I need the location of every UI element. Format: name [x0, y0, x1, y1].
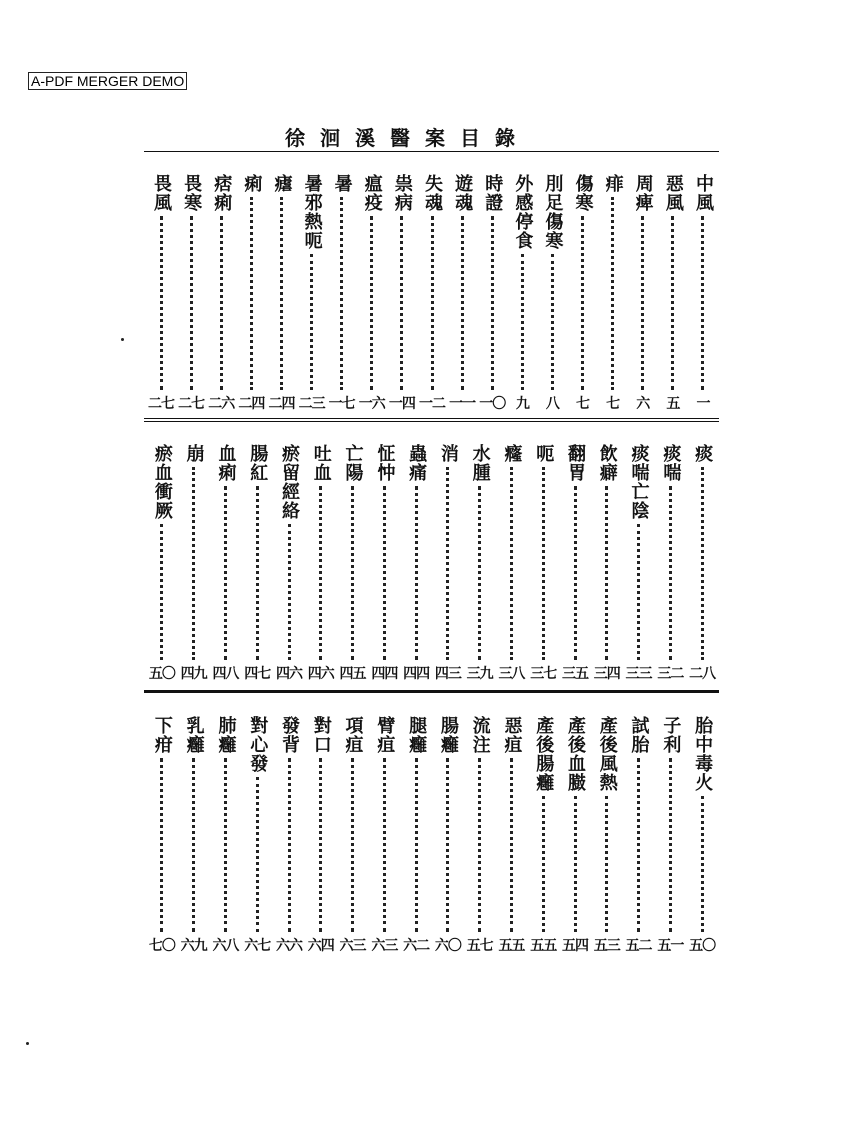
toc-entry-page: 七 — [576, 396, 590, 412]
toc-entry-page: 三二 — [657, 666, 684, 682]
toc-entry-title: 痢 — [241, 174, 263, 193]
dot-leader — [605, 486, 608, 660]
toc-entry-page: 五五 — [498, 938, 525, 954]
toc-entry — [417, 174, 447, 414]
toc-entry-title: 畏寒 — [181, 174, 203, 212]
toc-entry — [560, 444, 590, 684]
toc-entry — [369, 444, 399, 684]
toc-entry — [327, 174, 357, 414]
toc-entry-page: 一 — [696, 396, 710, 412]
toc-section-3 — [146, 716, 718, 956]
dot-leader — [160, 216, 163, 390]
toc-entry-page: 三九 — [466, 666, 493, 682]
toc-entry-page: 八 — [545, 396, 559, 412]
section-divider — [144, 418, 719, 419]
toc-entry-title: 刖足傷寒 — [542, 174, 564, 250]
dot-leader — [310, 254, 313, 390]
toc-entry-page: 四八 — [212, 666, 239, 682]
toc-entry — [401, 716, 431, 956]
toc-entry — [338, 716, 368, 956]
toc-entry — [146, 174, 176, 414]
dot-leader — [574, 796, 577, 932]
toc-entry — [179, 444, 209, 684]
dot-leader — [478, 758, 481, 932]
toc-entry-title: 崩 — [183, 444, 205, 463]
dot-leader — [605, 796, 608, 932]
toc-entry — [274, 444, 304, 684]
dot-leader — [478, 486, 481, 660]
section-divider — [144, 421, 719, 422]
toc-entry-title: 呃 — [533, 444, 555, 463]
toc-entry-title: 腿癰 — [406, 716, 428, 754]
toc-entry-page: 三五 — [562, 666, 588, 682]
toc-entry-page: 一一 — [449, 396, 476, 412]
toc-entry — [306, 444, 336, 684]
toc-entry-page: 五〇 — [689, 938, 716, 954]
toc-entry-title: 痰 — [692, 444, 714, 463]
dot-leader — [340, 197, 343, 390]
toc-entry-page: 一七 — [328, 396, 355, 412]
toc-entry — [628, 174, 658, 414]
toc-entry — [179, 716, 209, 956]
toc-entry-page: 一四 — [388, 396, 415, 412]
toc-entry-title: 中風 — [692, 174, 714, 212]
toc-entry-page: 四四 — [403, 666, 430, 682]
toc-entry-page: 二七 — [178, 396, 205, 412]
toc-entry-page: 五〇 — [148, 666, 175, 682]
scan-speck — [26, 1042, 29, 1045]
dot-leader — [669, 486, 672, 660]
toc-entry-page: 六 — [636, 396, 650, 412]
dot-leader — [370, 216, 373, 390]
toc-entry — [369, 716, 399, 956]
toc-entry-page: 七 — [606, 396, 620, 412]
toc-entry — [507, 174, 537, 414]
dot-leader — [431, 216, 434, 390]
toc-entry-page: 一二 — [419, 396, 445, 412]
toc-entry — [306, 716, 336, 956]
toc-entry-page: 四五 — [339, 666, 366, 682]
toc-entry-page: 六三 — [371, 938, 398, 954]
toc-entry-page: 四六 — [276, 666, 302, 682]
toc-entry-title: 痞痢 — [211, 174, 233, 212]
toc-entry-page: 六三 — [339, 938, 366, 954]
toc-entry-page: 六八 — [212, 938, 239, 954]
dot-leader — [256, 777, 259, 932]
toc-entry-page: 四六 — [307, 666, 334, 682]
toc-entry — [338, 444, 368, 684]
toc-entry — [568, 174, 598, 414]
dot-leader — [383, 758, 386, 932]
toc-entry-page: 九 — [515, 396, 529, 412]
watermark-banner: A-PDF MERGER DEMO — [28, 72, 187, 90]
toc-entry — [496, 444, 526, 684]
toc-entry-title: 痰喘 — [660, 444, 682, 482]
toc-entry-title: 瘟疫 — [361, 174, 383, 212]
toc-entry-title: 瘧 — [271, 174, 293, 193]
toc-entry-title: 怔忡 — [374, 444, 396, 482]
toc-entry-page: 六七 — [244, 938, 271, 954]
toc-entry-title: 痱 — [602, 174, 624, 193]
toc-entry-page: 三七 — [530, 666, 557, 682]
toc-entry — [236, 174, 266, 414]
dot-leader — [224, 486, 227, 660]
toc-entry — [357, 174, 387, 414]
dot-leader — [250, 197, 253, 390]
toc-entry-title: 產後風熱 — [596, 716, 618, 792]
toc-entry — [176, 174, 206, 414]
toc-entry-title: 時證 — [482, 174, 504, 212]
toc-entry-page: 五 — [666, 396, 680, 412]
toc-entry-page: 六六 — [276, 938, 302, 954]
toc-entry-title: 水腫 — [469, 444, 491, 482]
toc-entry-page: 六四 — [307, 938, 334, 954]
dot-leader — [446, 467, 449, 660]
toc-entry-title: 血痢 — [215, 444, 237, 482]
toc-entry — [147, 444, 177, 684]
toc-entry-title: 暑 — [331, 174, 353, 193]
toc-entry-title: 翻胃 — [565, 444, 586, 482]
toc-entry-title: 傷寒 — [572, 174, 594, 212]
toc-entry-page: 六九 — [180, 938, 207, 954]
dot-leader — [160, 758, 163, 932]
toc-entry-title: 瘀血衝厥 — [151, 444, 173, 520]
toc-entry-page: 五七 — [466, 938, 493, 954]
toc-entry-title: 乳癰 — [183, 716, 205, 754]
dot-leader — [160, 524, 163, 660]
dot-leader — [256, 486, 259, 660]
toc-entry — [465, 716, 495, 956]
toc-entry — [528, 716, 558, 956]
dot-leader — [510, 758, 513, 932]
toc-entry-page: 四九 — [180, 666, 207, 682]
toc-entry-title: 瘀留經絡 — [279, 444, 300, 520]
toc-entry — [465, 444, 495, 684]
dot-leader — [224, 758, 227, 932]
toc-entry-page: 四七 — [244, 666, 271, 682]
dot-leader — [415, 758, 418, 932]
toc-entry — [496, 716, 526, 956]
toc-entry — [655, 444, 685, 684]
dot-leader — [446, 758, 449, 932]
dot-leader — [637, 524, 640, 660]
toc-entry-title: 對心發 — [247, 716, 269, 773]
dot-leader — [351, 758, 354, 932]
toc-entry-title: 飲癖 — [596, 444, 618, 482]
toc-entry — [387, 174, 417, 414]
page-title: 徐洄溪醫案目錄 — [285, 126, 530, 150]
dot-leader — [351, 486, 354, 660]
dot-leader — [415, 486, 418, 660]
dot-leader — [671, 216, 674, 390]
dot-leader — [192, 467, 195, 660]
dot-leader — [542, 796, 545, 932]
toc-entry-title: 蟲痛 — [406, 444, 428, 482]
dot-leader — [319, 758, 322, 932]
toc-entry-page: 六二 — [403, 938, 430, 954]
toc-entry-title: 消 — [437, 444, 459, 463]
dot-leader — [669, 758, 672, 932]
toc-entry-page: 五二 — [625, 938, 652, 954]
toc-entry — [624, 444, 654, 684]
toc-entry-page: 二四 — [238, 396, 265, 412]
dot-leader — [400, 216, 403, 390]
toc-entry-title: 惡風 — [662, 174, 684, 212]
toc-entry-title: 產後血臌 — [565, 716, 586, 792]
toc-entry-page: 二六 — [208, 396, 235, 412]
toc-entry — [210, 716, 240, 956]
toc-entry — [592, 444, 622, 684]
toc-entry-title: 子利 — [660, 716, 682, 754]
dot-leader — [288, 524, 291, 660]
toc-entry — [528, 444, 558, 684]
toc-entry-title: 產後腸癰 — [533, 716, 555, 792]
toc-entry-title: 外感停食 — [512, 174, 534, 250]
section-divider — [144, 690, 719, 693]
toc-entry-page: 二四 — [268, 396, 295, 412]
dot-leader — [641, 216, 644, 390]
toc-entry-title: 癃 — [501, 444, 523, 463]
toc-entry-page: 五四 — [562, 938, 588, 954]
toc-entry-page: 五一 — [657, 938, 684, 954]
toc-entry — [266, 174, 296, 414]
toc-entry — [297, 174, 327, 414]
dot-leader — [551, 254, 554, 390]
toc-entry-page: 二八 — [689, 666, 716, 682]
toc-entry-title: 亡陽 — [342, 444, 364, 482]
toc-entry-page: 三四 — [593, 666, 620, 682]
toc-entry-title: 項疽 — [342, 716, 364, 754]
toc-entry — [274, 716, 304, 956]
dot-leader — [521, 254, 524, 390]
header-rule — [144, 151, 719, 152]
toc-entry-title: 流注 — [469, 716, 491, 754]
toc-entry-title: 痰喘亡陰 — [628, 444, 650, 520]
toc-entry — [477, 174, 507, 414]
toc-entry-title: 吐血 — [310, 444, 332, 482]
dot-leader — [701, 216, 704, 390]
toc-entry — [687, 444, 717, 684]
dot-leader — [280, 197, 283, 390]
toc-entry — [401, 444, 431, 684]
dot-leader — [581, 216, 584, 390]
toc-entry-page: 七〇 — [148, 938, 175, 954]
toc-entry — [598, 174, 628, 414]
toc-entry — [242, 444, 272, 684]
toc-entry-page: 一〇 — [479, 396, 506, 412]
toc-section-2 — [146, 444, 718, 684]
toc-entry-page: 三八 — [498, 666, 525, 682]
toc-entry-title: 暑邪熱呃 — [301, 174, 323, 250]
toc-entry — [688, 174, 718, 414]
toc-entry — [447, 174, 477, 414]
toc-entry-title: 對口 — [310, 716, 332, 754]
toc-entry-page: 四三 — [434, 666, 461, 682]
toc-entry — [655, 716, 685, 956]
dot-leader — [192, 758, 195, 932]
dot-leader — [701, 796, 704, 932]
toc-entry-page: 五五 — [530, 938, 557, 954]
toc-entry-title: 試胎 — [628, 716, 650, 754]
toc-entry-page: 五三 — [593, 938, 620, 954]
dot-leader — [611, 197, 614, 390]
toc-entry-title: 惡疽 — [501, 716, 523, 754]
dot-leader — [542, 467, 545, 660]
toc-entry — [658, 174, 688, 414]
toc-entry-title: 臂疽 — [374, 716, 396, 754]
dot-leader — [220, 216, 223, 390]
toc-entry — [433, 444, 463, 684]
dot-leader — [383, 486, 386, 660]
toc-entry — [592, 716, 622, 956]
scan-speck — [121, 338, 124, 341]
toc-entry-page: 四四 — [371, 666, 398, 682]
toc-entry-page: 三三 — [625, 666, 652, 682]
toc-entry-title: 腸紅 — [247, 444, 269, 482]
dot-leader — [288, 758, 291, 932]
toc-entry-title: 祟病 — [391, 174, 413, 212]
dot-leader — [190, 216, 193, 390]
toc-entry-page: 二七 — [148, 396, 175, 412]
toc-entry — [210, 444, 240, 684]
dot-leader — [510, 467, 513, 660]
dot-leader — [319, 486, 322, 660]
toc-entry — [560, 716, 590, 956]
toc-entry — [242, 716, 272, 956]
toc-entry — [206, 174, 236, 414]
toc-section-1 — [146, 174, 718, 414]
toc-entry-title: 失魂 — [422, 174, 443, 212]
toc-entry — [624, 716, 654, 956]
toc-entry-title: 肺癰 — [215, 716, 237, 754]
dot-leader — [491, 216, 494, 390]
toc-entry-page: 一六 — [358, 396, 385, 412]
toc-entry-page: 六〇 — [434, 938, 461, 954]
toc-entry — [147, 716, 177, 956]
toc-entry-title: 畏風 — [151, 174, 173, 212]
toc-entry-page: 二三 — [298, 396, 325, 412]
toc-entry-title: 胎中毒火 — [692, 716, 714, 792]
dot-leader — [637, 758, 640, 932]
toc-entry-title: 周痺 — [632, 174, 654, 212]
toc-entry-title: 下疳 — [151, 716, 173, 754]
dot-leader — [574, 486, 577, 660]
dot-leader — [461, 216, 464, 390]
toc-entry — [537, 174, 567, 414]
toc-entry-title: 腸癰 — [437, 716, 459, 754]
toc-entry-title: 遊魂 — [452, 174, 474, 212]
toc-entry — [433, 716, 463, 956]
toc-entry-title: 發背 — [279, 716, 300, 754]
dot-leader — [701, 467, 704, 660]
toc-entry — [687, 716, 717, 956]
